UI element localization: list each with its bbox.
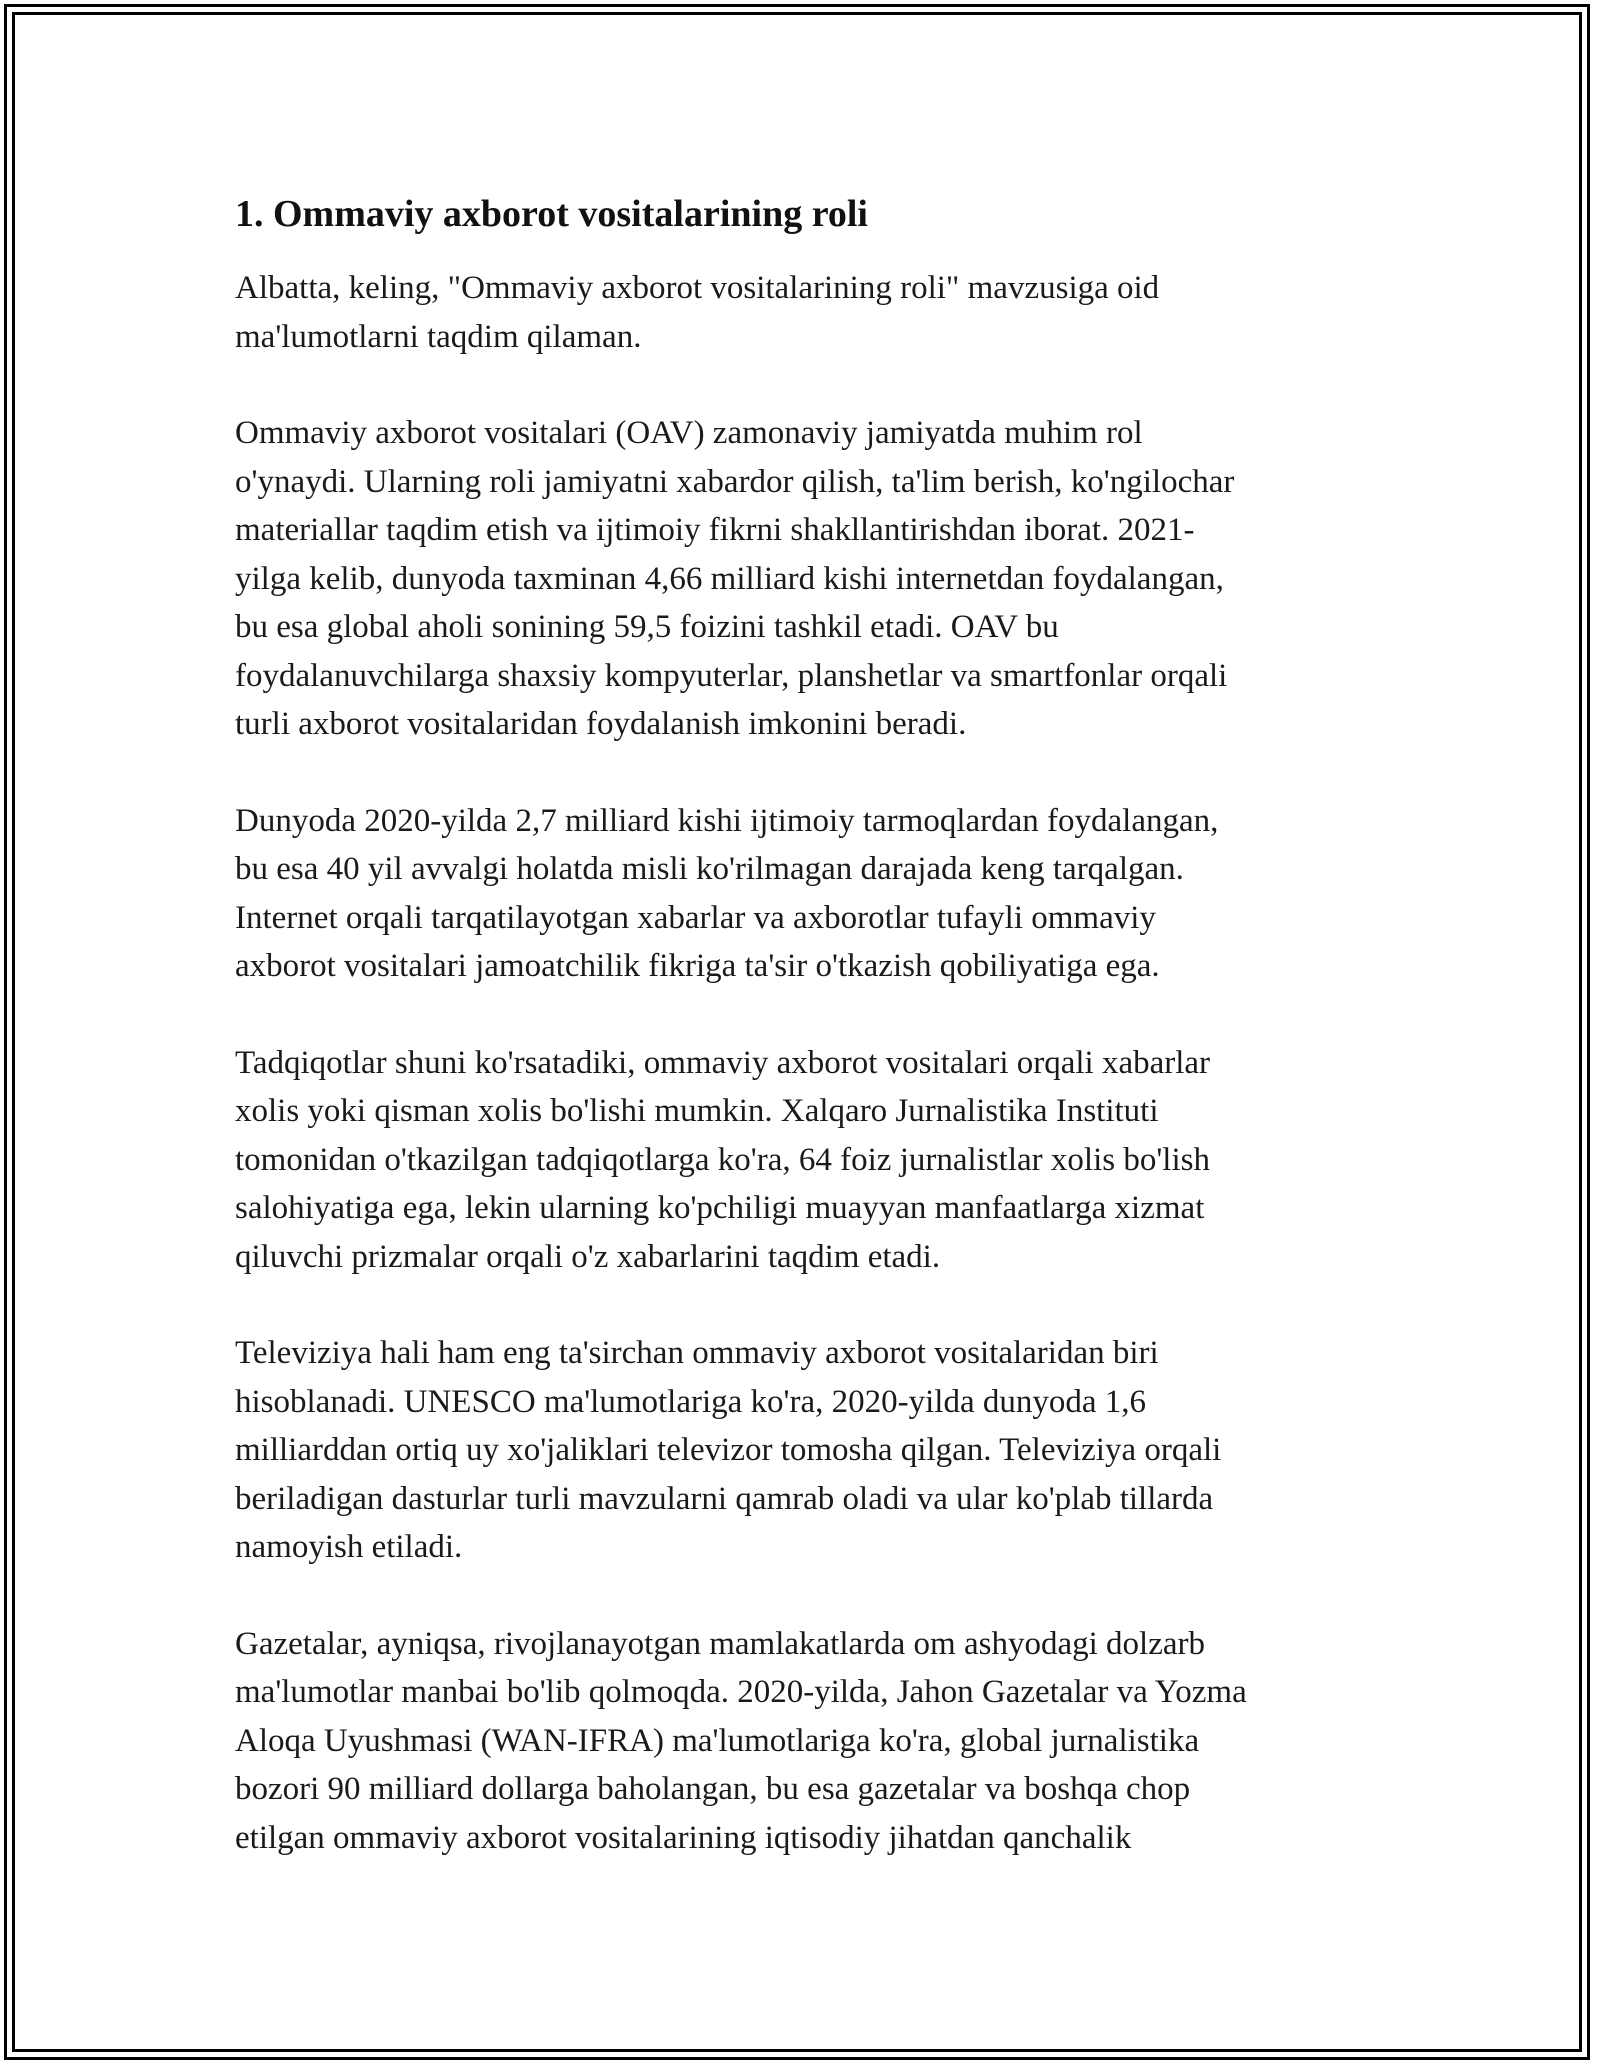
text-line: etilgan ommaviy axborot vositalarining iqtisodiy jihatdan qanchalik: [235, 1819, 1132, 1856]
text-line: xolis yoki qisman xolis bo'lishi mumkin. Xalqaro Jurnalistika Instituti: [235, 1093, 1159, 1129]
text-line: materiallar taqdim etish va ijtimoiy fikrni shakllantirishdan iborat. 2021-: [235, 512, 1195, 548]
text-line: milliarddan ortiq uy xo'jaliklari televizor tomosha qilgan. Televiziya orqali: [235, 1432, 1222, 1468]
text-line: tomonidan o'tkazilgan tadqiqotlarga ko'ra, 64 foiz jurnalistlar xolis bo'lish: [235, 1141, 1210, 1178]
text-line: yilga kelib, dunyoda taxminan 4,66 milliard kishi internetdan foydalangan,: [235, 560, 1224, 597]
text-line: o'ynaydi. Ularning roli jamiyatni xabardor qilish, ta'lim berish, ko'ngilochar: [235, 463, 1235, 500]
paragraph-social-networks: [235, 797, 1395, 991]
text-line: Ommaviy axborot vositalari (OAV) zamonaviy jamiyatda muhim rol: [235, 415, 1143, 451]
text-line: turli axborot vositalaridan foydalanish imkonini beradi.: [235, 706, 967, 742]
text-line: Internet orqali tarqatilayotgan xabarlar va axborotlar tufayli ommaviy: [235, 899, 1156, 936]
text-line: Aloqa Uyushmasi (WAN-IFRA) ma'lumotlariga ko'ra, global jurnalistika: [235, 1722, 1200, 1759]
text-line: bu esa global aholi sonining 59,5 foizini tashkil etadi. OAV bu: [235, 609, 1059, 645]
document-body: [235, 190, 1395, 1910]
text-line: Gazetalar, ayniqsa, rivojlanayotgan mamlakatlarda om ashyodagi dolzarb: [235, 1625, 1205, 1662]
text-line: qiluvchi prizmalar orqali o'z xabarlarini taqdim etadi.: [235, 1238, 941, 1275]
text-line: Tadqiqotlar shuni ko'rsatadiki, ommaviy axborot vositalari orqali xabarlar: [235, 1044, 1211, 1081]
text-line: hisoblanadi. UNESCO ma'lumotlariga ko'ra, 2020-yilda dunyoda 1,6: [235, 1383, 1146, 1420]
text-line: beriladigan dasturlar turli mavzularni qamrab oladi va ular ko'plab tillarda: [235, 1480, 1214, 1517]
text-line: Televiziya hali ham eng ta'sirchan ommaviy axborot vositalaridan biri: [235, 1335, 1159, 1371]
paragraph-intro: [235, 264, 1395, 361]
paragraph-research: [235, 1039, 1395, 1282]
text-line: foydalanuvchilarga shaxsiy kompyuterlar, planshetlar va smartfonlar orqali: [235, 657, 1228, 694]
text-line: Albatta, keling, "Ommaviy axborot vositalarining roli" mavzusiga oid: [235, 270, 1160, 306]
text-line: namoyish etiladi.: [235, 1529, 463, 1565]
text-line: ma'lumotlar manbai bo'lib qolmoqda. 2020-yilda, Jahon Gazetalar va Yozma: [235, 1674, 1247, 1710]
text-line: ma'lumotlarni taqdim qilaman.: [235, 318, 642, 355]
text-line: axborot vositalari jamoatchilik fikriga ta'sir o'tkazish qobiliyatiga ega.: [235, 948, 1160, 984]
text-line: Dunyoda 2020-yilda 2,7 milliard kishi ijtimoiy tarmoqlardan foydalangan,: [235, 802, 1219, 839]
paragraph-oav-role: [235, 409, 1395, 749]
text-line: salohiyatiga ega, lekin ularning ko'pchiligi muayyan manfaatlarga xizmat: [235, 1190, 1205, 1226]
section-title: 1. Ommaviy axborot vositalarining roli: [235, 193, 868, 235]
text-line: bu esa 40 yil avvalgi holatda misli ko'rilmagan darajada keng tarqalgan.: [235, 851, 1184, 887]
paragraph-television: [235, 1329, 1395, 1572]
paragraph-newspapers: [235, 1620, 1395, 1863]
text-line: bozori 90 milliard dollarga baholangan, bu esa gazetalar va boshqa chop: [235, 1771, 1191, 1807]
